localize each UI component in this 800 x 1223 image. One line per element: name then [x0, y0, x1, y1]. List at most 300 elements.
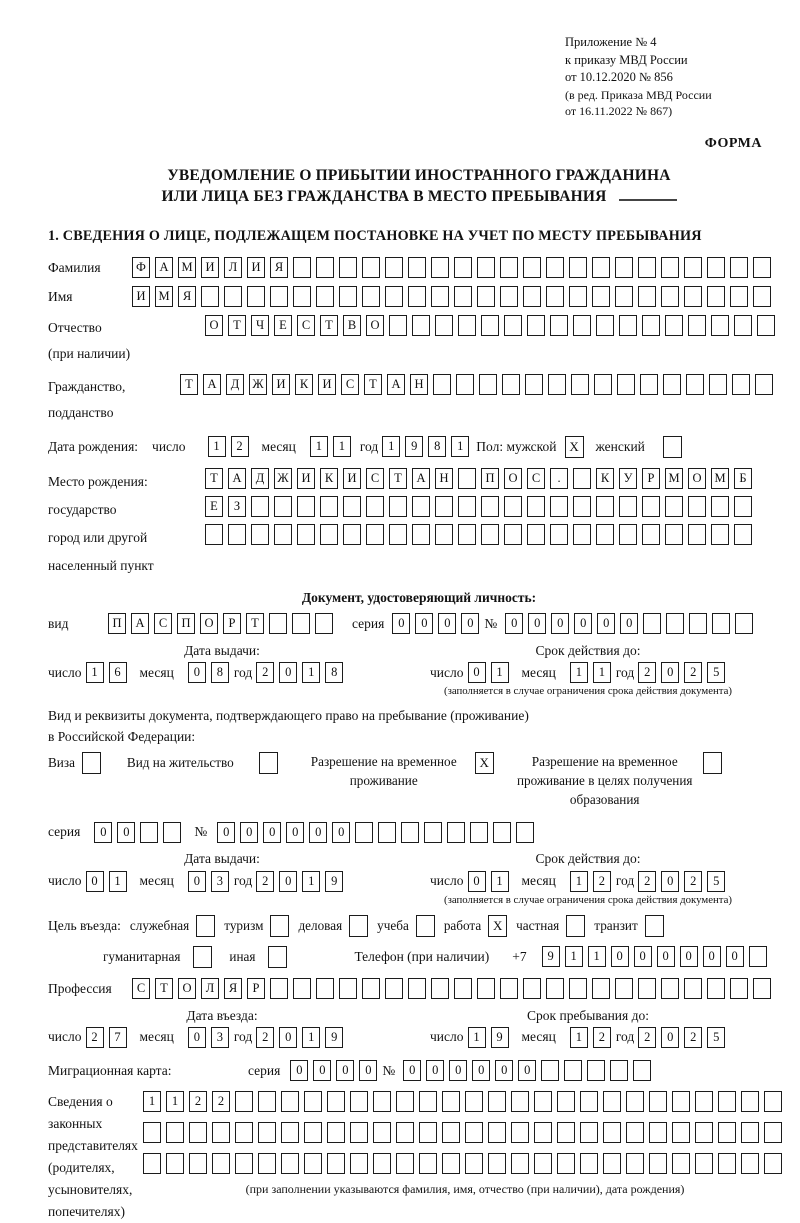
char-cell[interactable]: [201, 286, 219, 307]
char-cell[interactable]: [166, 1153, 184, 1174]
char-cell[interactable]: 2: [189, 1091, 207, 1112]
char-cell[interactable]: Я: [270, 257, 288, 278]
char-cell[interactable]: [320, 524, 338, 545]
char-cell[interactable]: [205, 524, 223, 545]
char-cell[interactable]: [718, 1091, 736, 1112]
checkbox-cell[interactable]: X: [565, 436, 584, 458]
char-cell[interactable]: [456, 374, 474, 395]
char-cell[interactable]: [189, 1153, 207, 1174]
char-cell[interactable]: 1: [565, 946, 583, 967]
char-cell[interactable]: [465, 1091, 483, 1112]
char-cell[interactable]: [366, 524, 384, 545]
char-cell[interactable]: 0: [279, 871, 297, 892]
char-cell[interactable]: [649, 1091, 667, 1112]
char-cell[interactable]: О: [688, 468, 706, 489]
char-cell[interactable]: [350, 1122, 368, 1143]
char-cell[interactable]: Е: [205, 496, 223, 517]
char-cell[interactable]: [753, 257, 771, 278]
char-cell[interactable]: [163, 822, 181, 843]
char-cell[interactable]: [212, 1122, 230, 1143]
char-cell[interactable]: 2: [256, 1027, 274, 1048]
char-cell[interactable]: [638, 286, 656, 307]
checkbox-cell[interactable]: [645, 915, 664, 937]
char-cell[interactable]: [504, 524, 522, 545]
char-cell[interactable]: 1: [333, 436, 351, 457]
char-cell[interactable]: 1: [570, 1027, 588, 1048]
char-cell[interactable]: 1: [302, 662, 320, 683]
char-cell[interactable]: [292, 613, 310, 634]
char-cell[interactable]: [481, 496, 499, 517]
char-cell[interactable]: 1: [382, 436, 400, 457]
char-cell[interactable]: 0: [188, 871, 206, 892]
checkbox-cell[interactable]: [259, 752, 278, 774]
char-cell[interactable]: 2: [684, 662, 702, 683]
char-cell[interactable]: 0: [240, 822, 258, 843]
char-cell[interactable]: [753, 978, 771, 999]
char-cell[interactable]: [458, 496, 476, 517]
char-cell[interactable]: [734, 315, 752, 336]
char-cell[interactable]: А: [412, 468, 430, 489]
char-cell[interactable]: И: [201, 257, 219, 278]
char-cell[interactable]: Я: [224, 978, 242, 999]
char-cell[interactable]: О: [178, 978, 196, 999]
char-cell[interactable]: [385, 257, 403, 278]
char-cell[interactable]: [665, 524, 683, 545]
checkbox-cell[interactable]: [566, 915, 585, 937]
char-cell[interactable]: [619, 315, 637, 336]
char-cell[interactable]: [304, 1091, 322, 1112]
char-cell[interactable]: 0: [634, 946, 652, 967]
char-cell[interactable]: Т: [180, 374, 198, 395]
char-cell[interactable]: [755, 374, 773, 395]
char-cell[interactable]: [711, 496, 729, 517]
char-cell[interactable]: [757, 315, 775, 336]
char-cell[interactable]: [523, 257, 541, 278]
char-cell[interactable]: [350, 1091, 368, 1112]
char-cell[interactable]: [433, 374, 451, 395]
char-cell[interactable]: [663, 374, 681, 395]
char-cell[interactable]: [511, 1122, 529, 1143]
char-cell[interactable]: 2: [638, 871, 656, 892]
char-cell[interactable]: [258, 1153, 276, 1174]
char-cell[interactable]: [665, 496, 683, 517]
char-cell[interactable]: [481, 315, 499, 336]
char-cell[interactable]: 0: [620, 613, 638, 634]
char-cell[interactable]: [431, 286, 449, 307]
char-cell[interactable]: [502, 374, 520, 395]
char-cell[interactable]: [442, 1153, 460, 1174]
char-cell[interactable]: 0: [332, 822, 350, 843]
char-cell[interactable]: И: [247, 257, 265, 278]
char-cell[interactable]: [749, 946, 767, 967]
char-cell[interactable]: [251, 496, 269, 517]
char-cell[interactable]: 0: [403, 1060, 421, 1081]
char-cell[interactable]: 1: [166, 1091, 184, 1112]
char-cell[interactable]: [610, 1060, 628, 1081]
char-cell[interactable]: [350, 1153, 368, 1174]
char-cell[interactable]: [442, 1091, 460, 1112]
char-cell[interactable]: 1: [109, 871, 127, 892]
char-cell[interactable]: [619, 524, 637, 545]
char-cell[interactable]: [270, 978, 288, 999]
char-cell[interactable]: 9: [325, 1027, 343, 1048]
char-cell[interactable]: [764, 1122, 782, 1143]
char-cell[interactable]: [580, 1122, 598, 1143]
char-cell[interactable]: [707, 257, 725, 278]
char-cell[interactable]: [557, 1122, 575, 1143]
char-cell[interactable]: [592, 257, 610, 278]
char-cell[interactable]: [550, 315, 568, 336]
char-cell[interactable]: [315, 613, 333, 634]
char-cell[interactable]: [304, 1153, 322, 1174]
char-cell[interactable]: [316, 286, 334, 307]
char-cell[interactable]: [707, 286, 725, 307]
char-cell[interactable]: [672, 1122, 690, 1143]
char-cell[interactable]: [573, 524, 591, 545]
char-cell[interactable]: С: [366, 468, 384, 489]
char-cell[interactable]: П: [177, 613, 195, 634]
checkbox-cell[interactable]: X: [488, 915, 507, 937]
char-cell[interactable]: [617, 374, 635, 395]
char-cell[interactable]: [596, 496, 614, 517]
char-cell[interactable]: [389, 524, 407, 545]
checkbox-cell[interactable]: [196, 915, 215, 937]
char-cell[interactable]: [408, 286, 426, 307]
char-cell[interactable]: 9: [491, 1027, 509, 1048]
char-cell[interactable]: 1: [208, 436, 226, 457]
char-cell[interactable]: А: [203, 374, 221, 395]
char-cell[interactable]: [419, 1091, 437, 1112]
char-cell[interactable]: 0: [726, 946, 744, 967]
char-cell[interactable]: [573, 315, 591, 336]
char-cell[interactable]: [557, 1153, 575, 1174]
char-cell[interactable]: [527, 315, 545, 336]
char-cell[interactable]: [281, 1091, 299, 1112]
char-cell[interactable]: С: [132, 978, 150, 999]
char-cell[interactable]: О: [200, 613, 218, 634]
char-cell[interactable]: [274, 496, 292, 517]
char-cell[interactable]: Л: [201, 978, 219, 999]
char-cell[interactable]: 2: [638, 662, 656, 683]
char-cell[interactable]: [373, 1091, 391, 1112]
char-cell[interactable]: [548, 374, 566, 395]
char-cell[interactable]: 1: [143, 1091, 161, 1112]
char-cell[interactable]: Л: [224, 257, 242, 278]
char-cell[interactable]: Т: [228, 315, 246, 336]
char-cell[interactable]: [527, 496, 545, 517]
char-cell[interactable]: 0: [286, 822, 304, 843]
char-cell[interactable]: 1: [302, 1027, 320, 1048]
char-cell[interactable]: А: [131, 613, 149, 634]
char-cell[interactable]: [269, 613, 287, 634]
char-cell[interactable]: 0: [518, 1060, 536, 1081]
char-cell[interactable]: Ч: [251, 315, 269, 336]
char-cell[interactable]: [573, 496, 591, 517]
char-cell[interactable]: 0: [657, 946, 675, 967]
char-cell[interactable]: 1: [593, 662, 611, 683]
char-cell[interactable]: [488, 1122, 506, 1143]
char-cell[interactable]: [592, 978, 610, 999]
char-cell[interactable]: [189, 1122, 207, 1143]
char-cell[interactable]: Р: [223, 613, 241, 634]
char-cell[interactable]: 0: [574, 613, 592, 634]
char-cell[interactable]: К: [596, 468, 614, 489]
char-cell[interactable]: [362, 978, 380, 999]
char-cell[interactable]: [396, 1153, 414, 1174]
char-cell[interactable]: [511, 1091, 529, 1112]
char-cell[interactable]: [247, 286, 265, 307]
char-cell[interactable]: [672, 1153, 690, 1174]
char-cell[interactable]: [316, 257, 334, 278]
char-cell[interactable]: [603, 1091, 621, 1112]
char-cell[interactable]: [327, 1153, 345, 1174]
char-cell[interactable]: [293, 286, 311, 307]
char-cell[interactable]: [718, 1153, 736, 1174]
char-cell[interactable]: [362, 286, 380, 307]
char-cell[interactable]: [764, 1153, 782, 1174]
char-cell[interactable]: М: [665, 468, 683, 489]
char-cell[interactable]: 0: [661, 662, 679, 683]
char-cell[interactable]: С: [341, 374, 359, 395]
char-cell[interactable]: [642, 315, 660, 336]
char-cell[interactable]: [546, 978, 564, 999]
char-cell[interactable]: 5: [707, 1027, 725, 1048]
char-cell[interactable]: [235, 1122, 253, 1143]
char-cell[interactable]: [435, 524, 453, 545]
char-cell[interactable]: [477, 978, 495, 999]
char-cell[interactable]: [661, 286, 679, 307]
char-cell[interactable]: [741, 1153, 759, 1174]
char-cell[interactable]: Ф: [132, 257, 150, 278]
char-cell[interactable]: [362, 257, 380, 278]
char-cell[interactable]: Р: [642, 468, 660, 489]
char-cell[interactable]: [435, 315, 453, 336]
char-cell[interactable]: Т: [364, 374, 382, 395]
char-cell[interactable]: [735, 613, 753, 634]
char-cell[interactable]: 1: [588, 946, 606, 967]
char-cell[interactable]: 1: [491, 662, 509, 683]
char-cell[interactable]: [224, 286, 242, 307]
char-cell[interactable]: И: [132, 286, 150, 307]
char-cell[interactable]: [707, 978, 725, 999]
char-cell[interactable]: [711, 524, 729, 545]
char-cell[interactable]: [281, 1153, 299, 1174]
char-cell[interactable]: [454, 978, 472, 999]
char-cell[interactable]: С: [154, 613, 172, 634]
char-cell[interactable]: Е: [274, 315, 292, 336]
char-cell[interactable]: [419, 1153, 437, 1174]
char-cell[interactable]: 3: [211, 871, 229, 892]
char-cell[interactable]: О: [366, 315, 384, 336]
char-cell[interactable]: [640, 374, 658, 395]
char-cell[interactable]: [419, 1122, 437, 1143]
char-cell[interactable]: 1: [302, 871, 320, 892]
char-cell[interactable]: К: [295, 374, 313, 395]
char-cell[interactable]: П: [481, 468, 499, 489]
char-cell[interactable]: [389, 496, 407, 517]
char-cell[interactable]: [712, 613, 730, 634]
char-cell[interactable]: [626, 1122, 644, 1143]
char-cell[interactable]: [500, 286, 518, 307]
char-cell[interactable]: [596, 315, 614, 336]
char-cell[interactable]: [373, 1122, 391, 1143]
char-cell[interactable]: 2: [684, 871, 702, 892]
char-cell[interactable]: [281, 1122, 299, 1143]
char-cell[interactable]: А: [155, 257, 173, 278]
char-cell[interactable]: [293, 978, 311, 999]
char-cell[interactable]: [596, 524, 614, 545]
char-cell[interactable]: 2: [256, 871, 274, 892]
char-cell[interactable]: [481, 524, 499, 545]
char-cell[interactable]: 0: [279, 662, 297, 683]
char-cell[interactable]: У: [619, 468, 637, 489]
char-cell[interactable]: [638, 257, 656, 278]
char-cell[interactable]: [730, 978, 748, 999]
char-cell[interactable]: [258, 1122, 276, 1143]
char-cell[interactable]: [465, 1122, 483, 1143]
char-cell[interactable]: [684, 286, 702, 307]
char-cell[interactable]: 0: [661, 1027, 679, 1048]
checkbox-cell[interactable]: [663, 436, 682, 458]
char-cell[interactable]: [500, 978, 518, 999]
char-cell[interactable]: [711, 315, 729, 336]
char-cell[interactable]: 0: [263, 822, 281, 843]
char-cell[interactable]: [140, 822, 158, 843]
char-cell[interactable]: [709, 374, 727, 395]
char-cell[interactable]: М: [178, 257, 196, 278]
char-cell[interactable]: [603, 1153, 621, 1174]
char-cell[interactable]: [695, 1091, 713, 1112]
char-cell[interactable]: 9: [542, 946, 560, 967]
char-cell[interactable]: М: [711, 468, 729, 489]
char-cell[interactable]: [143, 1153, 161, 1174]
char-cell[interactable]: [592, 286, 610, 307]
char-cell[interactable]: 2: [684, 1027, 702, 1048]
char-cell[interactable]: [396, 1122, 414, 1143]
checkbox-cell[interactable]: [349, 915, 368, 937]
char-cell[interactable]: [642, 496, 660, 517]
char-cell[interactable]: [304, 1122, 322, 1143]
char-cell[interactable]: 2: [212, 1091, 230, 1112]
char-cell[interactable]: 1: [570, 662, 588, 683]
char-cell[interactable]: П: [108, 613, 126, 634]
char-cell[interactable]: [343, 496, 361, 517]
char-cell[interactable]: [741, 1091, 759, 1112]
char-cell[interactable]: [665, 315, 683, 336]
char-cell[interactable]: 0: [703, 946, 721, 967]
char-cell[interactable]: И: [318, 374, 336, 395]
char-cell[interactable]: Н: [435, 468, 453, 489]
char-cell[interactable]: И: [272, 374, 290, 395]
char-cell[interactable]: [689, 613, 707, 634]
char-cell[interactable]: Т: [155, 978, 173, 999]
char-cell[interactable]: 0: [438, 613, 456, 634]
char-cell[interactable]: 0: [461, 613, 479, 634]
char-cell[interactable]: [454, 286, 472, 307]
char-cell[interactable]: [270, 286, 288, 307]
char-cell[interactable]: [557, 1091, 575, 1112]
char-cell[interactable]: М: [155, 286, 173, 307]
char-cell[interactable]: [477, 286, 495, 307]
char-cell[interactable]: 8: [211, 662, 229, 683]
char-cell[interactable]: Б: [734, 468, 752, 489]
char-cell[interactable]: 0: [309, 822, 327, 843]
char-cell[interactable]: [143, 1122, 161, 1143]
char-cell[interactable]: А: [387, 374, 405, 395]
char-cell[interactable]: О: [205, 315, 223, 336]
char-cell[interactable]: [626, 1153, 644, 1174]
char-cell[interactable]: [412, 524, 430, 545]
char-cell[interactable]: [339, 257, 357, 278]
char-cell[interactable]: З: [228, 496, 246, 517]
char-cell[interactable]: [564, 1060, 582, 1081]
char-cell[interactable]: [470, 822, 488, 843]
char-cell[interactable]: [734, 496, 752, 517]
char-cell[interactable]: [753, 286, 771, 307]
char-cell[interactable]: 1: [491, 871, 509, 892]
char-cell[interactable]: [633, 1060, 651, 1081]
char-cell[interactable]: [373, 1153, 391, 1174]
char-cell[interactable]: [389, 315, 407, 336]
char-cell[interactable]: [523, 978, 541, 999]
char-cell[interactable]: 2: [638, 1027, 656, 1048]
char-cell[interactable]: [297, 524, 315, 545]
char-cell[interactable]: О: [504, 468, 522, 489]
char-cell[interactable]: [465, 1153, 483, 1174]
char-cell[interactable]: [320, 496, 338, 517]
char-cell[interactable]: [732, 374, 750, 395]
char-cell[interactable]: [764, 1091, 782, 1112]
char-cell[interactable]: 0: [449, 1060, 467, 1081]
char-cell[interactable]: [435, 496, 453, 517]
char-cell[interactable]: 0: [528, 613, 546, 634]
char-cell[interactable]: [235, 1153, 253, 1174]
char-cell[interactable]: 6: [109, 662, 127, 683]
char-cell[interactable]: [488, 1091, 506, 1112]
char-cell[interactable]: [619, 496, 637, 517]
char-cell[interactable]: Д: [251, 468, 269, 489]
char-cell[interactable]: [339, 286, 357, 307]
char-cell[interactable]: Т: [320, 315, 338, 336]
char-cell[interactable]: [274, 524, 292, 545]
char-cell[interactable]: [730, 286, 748, 307]
char-cell[interactable]: [523, 286, 541, 307]
char-cell[interactable]: 1: [451, 436, 469, 457]
char-cell[interactable]: 3: [211, 1027, 229, 1048]
char-cell[interactable]: [424, 822, 442, 843]
char-cell[interactable]: [447, 822, 465, 843]
char-cell[interactable]: [569, 257, 587, 278]
checkbox-cell[interactable]: X: [475, 752, 494, 774]
char-cell[interactable]: [626, 1091, 644, 1112]
char-cell[interactable]: В: [343, 315, 361, 336]
char-cell[interactable]: Ж: [249, 374, 267, 395]
char-cell[interactable]: [527, 524, 545, 545]
char-cell[interactable]: [408, 257, 426, 278]
char-cell[interactable]: 9: [325, 871, 343, 892]
char-cell[interactable]: [408, 978, 426, 999]
char-cell[interactable]: С: [297, 315, 315, 336]
char-cell[interactable]: [493, 822, 511, 843]
char-cell[interactable]: 0: [597, 613, 615, 634]
char-cell[interactable]: 0: [359, 1060, 377, 1081]
char-cell[interactable]: [546, 286, 564, 307]
char-cell[interactable]: 0: [680, 946, 698, 967]
char-cell[interactable]: [504, 496, 522, 517]
char-cell[interactable]: 0: [472, 1060, 490, 1081]
char-cell[interactable]: Т: [205, 468, 223, 489]
char-cell[interactable]: [550, 496, 568, 517]
